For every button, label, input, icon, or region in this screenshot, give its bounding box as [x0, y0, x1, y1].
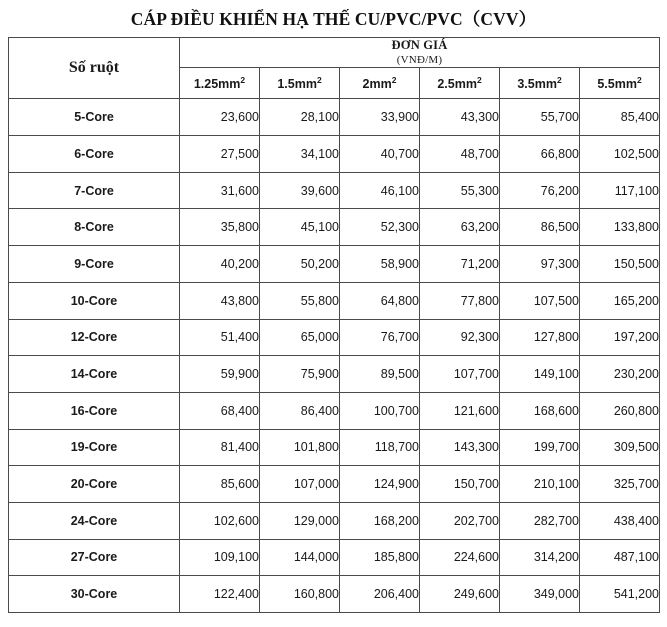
- price-cell: 101,800: [260, 429, 340, 466]
- header-size-4-label: 2.5mm: [437, 77, 477, 92]
- price-cell: 51,400: [180, 319, 260, 356]
- row-core-label: 6-Core: [9, 136, 180, 173]
- price-cell: 325,700: [580, 466, 660, 503]
- price-cell: 92,300: [420, 319, 500, 356]
- price-cell: 63,200: [420, 209, 500, 246]
- price-cell: 541,200: [580, 576, 660, 613]
- row-core-label: 30-Core: [9, 576, 180, 613]
- table-row: [9, 172, 660, 209]
- price-cell: 121,600: [420, 392, 500, 429]
- header-size-4-sup: 2: [476, 75, 482, 86]
- price-cell: 66,800: [500, 136, 580, 173]
- price-cell: 185,800: [340, 539, 420, 576]
- price-cell: 76,700: [340, 319, 420, 356]
- table-row: [9, 99, 660, 136]
- price-cell: 149,100: [500, 356, 580, 393]
- price-cell: 143,300: [420, 429, 500, 466]
- price-cell: 75,900: [260, 356, 340, 393]
- header-size-3-sup: 2: [391, 75, 397, 86]
- row-core-label: 19-Core: [9, 429, 180, 466]
- price-cell: 76,200: [500, 172, 580, 209]
- table-row: [9, 539, 660, 576]
- price-cell: 23,600: [180, 99, 260, 136]
- price-cell: 150,500: [580, 246, 660, 283]
- row-core-label: 7-Core: [9, 172, 180, 209]
- price-cell: 71,200: [420, 246, 500, 283]
- price-cell: 118,700: [340, 429, 420, 466]
- price-cell: 52,300: [340, 209, 420, 246]
- price-cell: 86,500: [500, 209, 580, 246]
- price-cell: 86,400: [260, 392, 340, 429]
- price-cell: 124,900: [340, 466, 420, 503]
- table-row: [9, 356, 660, 393]
- price-cell: 438,400: [580, 502, 660, 539]
- price-cell: 160,800: [260, 576, 340, 613]
- price-cell: 260,800: [580, 392, 660, 429]
- price-cell: 117,100: [580, 172, 660, 209]
- header-row-group: [9, 38, 660, 68]
- price-cell: 109,100: [180, 539, 260, 576]
- price-cell: 249,600: [420, 576, 500, 613]
- price-cell: 48,700: [420, 136, 500, 173]
- price-cell: 165,200: [580, 282, 660, 319]
- price-cell: 133,800: [580, 209, 660, 246]
- price-cell: 150,700: [420, 466, 500, 503]
- price-cell: 230,200: [580, 356, 660, 393]
- price-cell: 202,700: [420, 502, 500, 539]
- price-cell: 100,700: [340, 392, 420, 429]
- table-row: [9, 429, 660, 466]
- header-size-5-label: 3.5mm: [517, 77, 557, 92]
- price-cell: 210,100: [500, 466, 580, 503]
- price-cell: 129,000: [260, 502, 340, 539]
- header-price-group: [180, 38, 660, 68]
- row-core-label: 20-Core: [9, 466, 180, 503]
- price-cell: 224,600: [420, 539, 500, 576]
- header-size-1: [180, 68, 260, 99]
- price-cell: 43,300: [420, 99, 500, 136]
- price-cell: 349,000: [500, 576, 580, 613]
- price-table: [8, 37, 660, 613]
- table-row: [9, 246, 660, 283]
- header-size-5: [500, 68, 580, 99]
- row-core-label: 27-Core: [9, 539, 180, 576]
- price-cell: 59,900: [180, 356, 260, 393]
- price-cell: 81,400: [180, 429, 260, 466]
- price-cell: 487,100: [580, 539, 660, 576]
- price-cell: 107,500: [500, 282, 580, 319]
- price-cell: 122,400: [180, 576, 260, 613]
- header-price-group-unit: (VNĐ/M): [396, 53, 443, 66]
- table-row: [9, 282, 660, 319]
- price-cell: 102,500: [580, 136, 660, 173]
- price-cell: 31,600: [180, 172, 260, 209]
- price-cell: 55,800: [260, 282, 340, 319]
- price-cell: 102,600: [180, 502, 260, 539]
- row-core-label: 5-Core: [9, 99, 180, 136]
- price-cell: 89,500: [340, 356, 420, 393]
- price-cell: 168,200: [340, 502, 420, 539]
- table-row: [9, 502, 660, 539]
- price-cell: 43,800: [180, 282, 260, 319]
- row-core-label: 16-Core: [9, 392, 180, 429]
- price-cell: 85,400: [580, 99, 660, 136]
- price-cell: 55,300: [420, 172, 500, 209]
- header-price-group-label: ĐƠN GIÁ: [391, 38, 448, 52]
- price-cell: 127,800: [500, 319, 580, 356]
- price-cell: 197,200: [580, 319, 660, 356]
- table-row: [9, 576, 660, 613]
- table-header: [9, 38, 660, 99]
- price-cell: 168,600: [500, 392, 580, 429]
- price-cell: 46,100: [340, 172, 420, 209]
- price-cell: 50,200: [260, 246, 340, 283]
- header-size-2-label: 1.5mm: [277, 77, 317, 92]
- price-cell: 28,100: [260, 99, 340, 136]
- price-cell: 45,100: [260, 209, 340, 246]
- price-cell: 68,400: [180, 392, 260, 429]
- price-cell: 282,700: [500, 502, 580, 539]
- price-cell: 107,000: [260, 466, 340, 503]
- header-size-3-label: 2mm: [362, 77, 392, 92]
- table-row: [9, 466, 660, 503]
- table-row: [9, 392, 660, 429]
- price-cell: 77,800: [420, 282, 500, 319]
- price-cell: 65,000: [260, 319, 340, 356]
- row-core-label: 12-Core: [9, 319, 180, 356]
- table-row: [9, 319, 660, 356]
- header-size-6-label: 5.5mm: [597, 77, 637, 92]
- price-cell: 33,900: [340, 99, 420, 136]
- row-core-label: 24-Core: [9, 502, 180, 539]
- price-cell: 309,500: [580, 429, 660, 466]
- row-core-label: 14-Core: [9, 356, 180, 393]
- price-cell: 34,100: [260, 136, 340, 173]
- price-cell: 85,600: [180, 466, 260, 503]
- price-cell: 314,200: [500, 539, 580, 576]
- header-size-5-sup: 2: [556, 75, 562, 86]
- price-cell: 58,900: [340, 246, 420, 283]
- price-cell: 40,700: [340, 136, 420, 173]
- table-row: [9, 209, 660, 246]
- table-body: [9, 99, 660, 613]
- price-cell: 107,700: [420, 356, 500, 393]
- header-size-2-sup: 2: [316, 75, 322, 86]
- price-cell: 40,200: [180, 246, 260, 283]
- price-cell: 144,000: [260, 539, 340, 576]
- price-cell: 64,800: [340, 282, 420, 319]
- header-size-4: [420, 68, 500, 99]
- header-core: Số ruột: [9, 38, 180, 99]
- price-cell: 35,800: [180, 209, 260, 246]
- price-cell: 206,400: [340, 576, 420, 613]
- price-cell: 55,700: [500, 99, 580, 136]
- row-core-label: 9-Core: [9, 246, 180, 283]
- table-row: [9, 136, 660, 173]
- row-core-label: 8-Core: [9, 209, 180, 246]
- header-size-3: [340, 68, 420, 99]
- price-cell: 39,600: [260, 172, 340, 209]
- header-size-6: [580, 68, 660, 99]
- header-size-6-sup: 2: [636, 75, 642, 86]
- row-core-label: 10-Core: [9, 282, 180, 319]
- header-size-2: [260, 68, 340, 99]
- page-title: CÁP ĐIỀU KHIỂN HẠ THẾ CU/PVC/PVC（CVV）: [130, 9, 537, 29]
- price-cell: 199,700: [500, 429, 580, 466]
- price-cell: 97,300: [500, 246, 580, 283]
- price-cell: 27,500: [180, 136, 260, 173]
- header-size-1-sup: 2: [240, 75, 246, 86]
- header-size-1-label: 1.25mm: [193, 77, 241, 92]
